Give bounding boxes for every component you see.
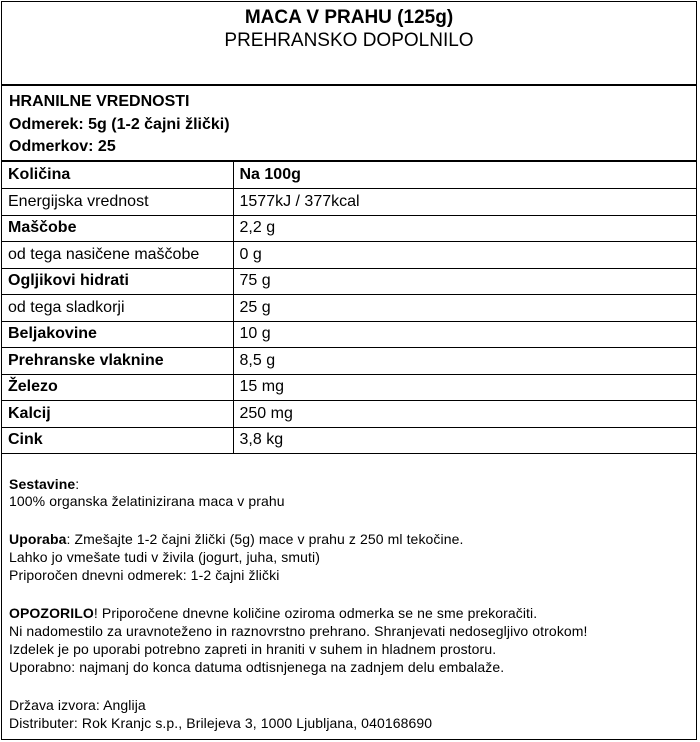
table-row — [2, 374, 696, 401]
nutrient-name: Prehranske vlaknine — [2, 348, 233, 375]
usage-text: : Zmešajte 1-2 čajni žlički (5g) mace v prahu z 250 ml tekočine. — [66, 531, 464, 547]
country-of-origin: Država izvora: Anglija — [9, 697, 146, 713]
nutrition-table — [2, 162, 696, 454]
nutrition-heading: HRANILNE VREDNOSTI — [9, 93, 190, 110]
nutrition-label — [1, 1, 697, 740]
warning-line-1 — [9, 605, 537, 622]
nutrient-name: Ogljikovi hidrati — [2, 268, 233, 295]
nutrient-name: Kalcij — [2, 401, 233, 428]
serving-info — [2, 84, 696, 162]
ingredients-label: Sestavine — [9, 476, 76, 492]
warning-label: OPOZORILO — [9, 605, 94, 621]
nutrient-value: 3,8 kg — [233, 427, 696, 454]
nutrient-name: Cink — [2, 427, 233, 454]
usage-line-2: Lahko jo vmešate tudi v živila (jogurt, juha, smuti) — [9, 549, 320, 565]
nutrient-name: Energijska vrednost — [2, 189, 233, 216]
ingredients-label-line — [9, 476, 79, 493]
column-header-per100g: Na 100g — [233, 162, 696, 189]
nutrient-value: 1577kJ / 377kcal — [233, 189, 696, 216]
product-title: MACA V PRAHU (125g) — [244, 7, 454, 28]
table-row — [2, 401, 696, 428]
nutrient-value: 10 g — [233, 321, 696, 348]
table-row — [2, 321, 696, 348]
table-row — [2, 242, 696, 269]
table-row — [2, 189, 696, 216]
warning-text: ! Priporočene dnevne količine oziroma odmerka se ne sme prekoračiti. — [93, 605, 538, 621]
usage-line-3: Priporočen dnevni odmerek: 1-2 čajni žlički — [9, 567, 280, 583]
nutrient-value: 25 g — [233, 295, 696, 322]
warning-line-2: Ni nadomestilo za uravnoteženo in raznovrstno prehrano. Shranjevati nedosegljivo otrokom! — [9, 623, 588, 639]
ingredients-colon: : — [75, 476, 80, 492]
product-subtitle: PREHRANSKO DOPOLNILO — [224, 30, 474, 51]
distributor-info: Distributer: Rok Kranjc s.p., Brilejeva 3, 1000 Ljubljana, 040168690 — [9, 715, 433, 731]
nutrient-value: 250 mg — [233, 401, 696, 428]
nutrient-name: Železo — [2, 374, 233, 401]
column-header-amount: Količina — [2, 162, 233, 189]
warning-line-3: Izdelek je po uporabi potrebno zapreti in hraniti v suhem in hladnem prostoru. — [9, 641, 497, 657]
ingredients-text: 100% organska želatinizirana maca v prahu — [9, 493, 285, 509]
nutrient-value: 8,5 g — [233, 348, 696, 375]
nutrient-name: od tega nasičene maščobe — [2, 242, 233, 269]
nutrient-value: 2,2 g — [233, 215, 696, 242]
nutrient-name: Beljakovine — [2, 321, 233, 348]
serving-size: Odmerek: 5g (1-2 čajni žlički) — [9, 116, 230, 133]
nutrient-value: 75 g — [233, 268, 696, 295]
nutrient-name: od tega sladkorji — [2, 295, 233, 322]
table-row — [2, 295, 696, 322]
nutrient-value: 15 mg — [233, 374, 696, 401]
servings-count: Odmerkov: 25 — [9, 138, 116, 155]
nutrient-value: 0 g — [233, 242, 696, 269]
table-header-row — [2, 162, 696, 189]
usage-label: Uporaba — [9, 531, 67, 547]
table-row — [2, 427, 696, 454]
label-header — [2, 2, 696, 86]
nutrient-name: Maščobe — [2, 215, 233, 242]
table-row — [2, 268, 696, 295]
usage-line-1 — [9, 531, 464, 548]
warning-line-4: Uporabno: najmanj do konca datuma odtisnjenega na zadnjem delu embalaže. — [9, 659, 505, 675]
table-row — [2, 348, 696, 375]
table-row — [2, 215, 696, 242]
